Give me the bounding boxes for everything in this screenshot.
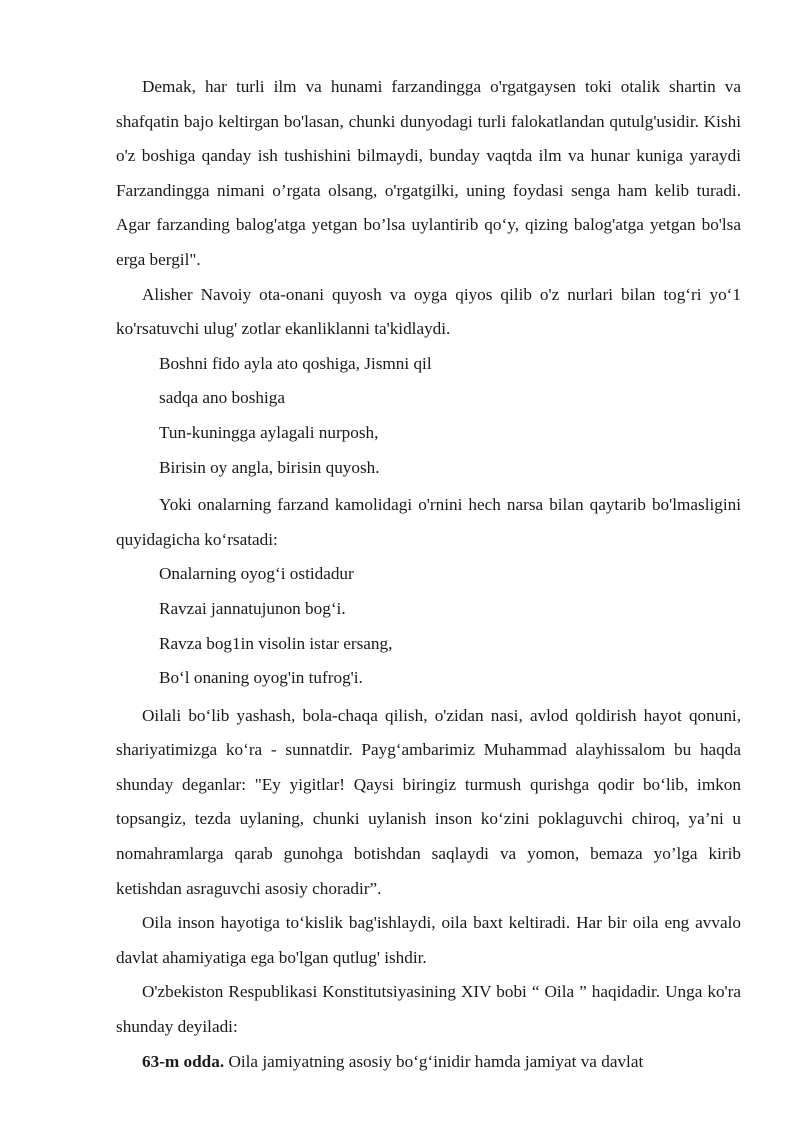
paragraph-article-63 [116, 1045, 741, 1080]
article-label: 63-m odda. [142, 1051, 225, 1071]
verse-parents [116, 347, 741, 485]
document-page [116, 70, 741, 1079]
verse-line: Tun-kuningga aylagali nurposh, [159, 422, 379, 442]
paragraph-family-happiness: Oila inson hayotiga to‘kislik bag'ishlaydi, oila baxt keltiradi. Har bir oila eng avvalo davlat ahamiyatiga ega bo'lgan qutlug' ishdir. [116, 913, 741, 967]
verse-line: Ravza bog1in visolin istar ersang, [159, 633, 393, 653]
paragraph-advice: Demak, har turli ilm va hunami farzandingga o'rgatgaysen toki otalik shartin va shafqatin bajo keltirgan bo'lasan, chunki dunyodagi turli falokatlandan qutulg'usidir. Kishi o'z boshiga qanday ish tushishini bilmaydi, bunday vaqtda ilm va hunar kuniga yaraydi Farzandingga nimani o’rgata olsang, o'rgatgilki, uning foydasi senga ham kelib turadi. Agar farzanding balog'atga yetgan bo’lsa uylantirib qo‘y, qizing balog'atga yetgan bo'lsa erga bergil". [116, 77, 741, 269]
verse-line: Onalarning oyog‘i ostidadur [159, 564, 354, 584]
verse-line: sadqa ano boshiga [159, 388, 286, 408]
paragraph-mothers: Yoki onalarning farzand kamolidagi o'rnini hech narsa bilan qaytarib bo'lmasligini quyidagicha ko‘rsatadi: [116, 495, 741, 549]
verse-line: Boshni fido ayla ato qoshiga, Jismni qil [159, 353, 432, 373]
paragraph-navoiy: Alisher Navoiy ota-onani quyosh va oyga qiyos qilib o'z nurlari bilan tog‘ri yo‘1 ko'rsatuvchi ulug' zotlar ekanliklanni ta'kidlaydi. [116, 284, 741, 339]
paragraph-constitution: O'zbekiston Respublikasi Konstitutsiyasining XIV bobi “ Oila ” haqidadir. Unga ko'ra shunday deyiladi: [116, 982, 741, 1037]
article-text: Oila jamiyatning asosiy bo‘g‘inidir hamda jamiyat va davlat [224, 1051, 644, 1071]
verse-line: Birisin oy angla, birisin quyosh. [159, 457, 380, 477]
verse-line: Bo‘l onaning oyog'in tufrog'i. [159, 668, 363, 688]
paragraph-family-life: Oilali bo‘lib yashash, bola-chaqa qilish, o'zidan nasi, avlod qoldirish hayot qonuni, shariyatimizga ko‘ra - sunnatdir. Payg‘ambarimiz Muhammad alayhissalom bu haqda shunday deganlar: "Ey yigitlar! Qaysi biringiz turmush qurishga qodir bo‘lib, imkon topsangiz, tezda uylaning, chunki uylanish inson ko‘zini poklaguvchi chiroq, ya’ni u nomahramlarga qarab gunohga botishdan saqlaydi va yomon, bemaza yo’lga kirib ketishdan asraguvchi asosiy choradir”. [116, 705, 741, 898]
verse-mothers [116, 557, 741, 695]
verse-line: Ravzai jannatujunon bog‘i. [159, 598, 346, 618]
